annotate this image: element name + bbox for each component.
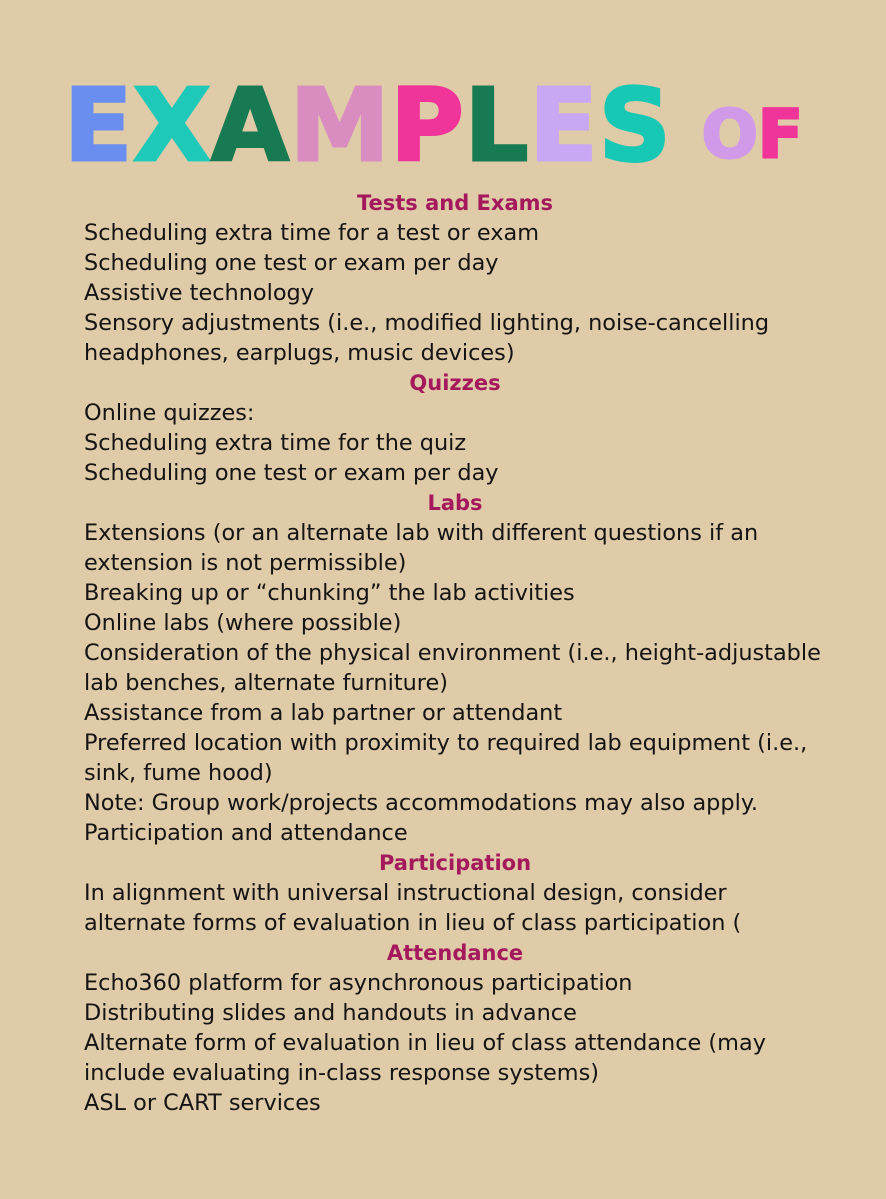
list-item: Scheduling extra time for a test or exam [84,220,540,246]
section-heading-quizzes: Quizzes [409,371,501,395]
list-item: Echo360 platform for asynchronous participation [84,970,633,996]
list-item: Participation and attendance [84,820,408,846]
title-letter: S [598,67,671,184]
list-item: sink, fume hood) [84,760,273,786]
list-item: Sensory adjustments (i.e., modified lighting, noise-cancelling [84,310,770,336]
list-item: Breaking up or “chunking” the lab activities [84,580,575,606]
list-item: Online quizzes: [84,400,255,426]
list-item: Scheduling one test or exam per day [84,250,499,276]
title-letter: P [390,67,464,184]
list-item: alternate forms of evaluation in lieu of class participation ( [84,910,742,936]
section-heading-attendance: Attendance [386,941,524,965]
list-item: Distributing slides and handouts in advance [84,1000,577,1026]
section-heading-participation: Participation [378,851,532,875]
list-item: Assistive technology [84,280,315,306]
list-item: Consideration of the physical environment (i.e., height-adjustable [84,640,821,666]
list-item: extension is not permissible) [84,550,407,576]
list-item: Online labs (where possible) [84,610,402,636]
list-item: Scheduling extra time for the quiz [84,430,467,456]
section-heading-tests-and-exams: Tests and Exams [356,191,554,215]
title-letter: O [701,96,758,173]
title-letter: E [529,67,598,184]
list-item: lab benches, alternate furniture) [84,670,449,696]
list-item: include evaluating in-class response systems) [84,1060,599,1086]
title-letter: F [757,96,803,173]
examples-list [84,188,844,1118]
section-heading-labs: Labs [427,491,483,515]
list-item: Note: Group work/projects accommodations may also apply. [84,790,759,816]
title-letter: L [464,67,529,184]
title-letter: E [64,67,133,184]
list-item: Scheduling one test or exam per day [84,460,499,486]
list-item: Extensions (or an alternate lab with different questions if an [84,520,759,546]
list-item: In alignment with universal instructional design, consider [84,880,727,906]
list-item: Assistance from a lab partner or attendant [84,700,563,726]
title-letter: A [211,67,289,184]
list-item: Preferred location with proximity to required lab equipment (i.e., [84,730,808,756]
page-title [64,66,803,184]
list-item: ASL or CART services [84,1090,321,1116]
list-item: headphones, earplugs, music devices) [84,340,515,366]
title-letter: M [289,67,390,184]
title-letter: X [133,67,211,184]
list-item: Alternate form of evaluation in lieu of class attendance (may [84,1030,766,1056]
